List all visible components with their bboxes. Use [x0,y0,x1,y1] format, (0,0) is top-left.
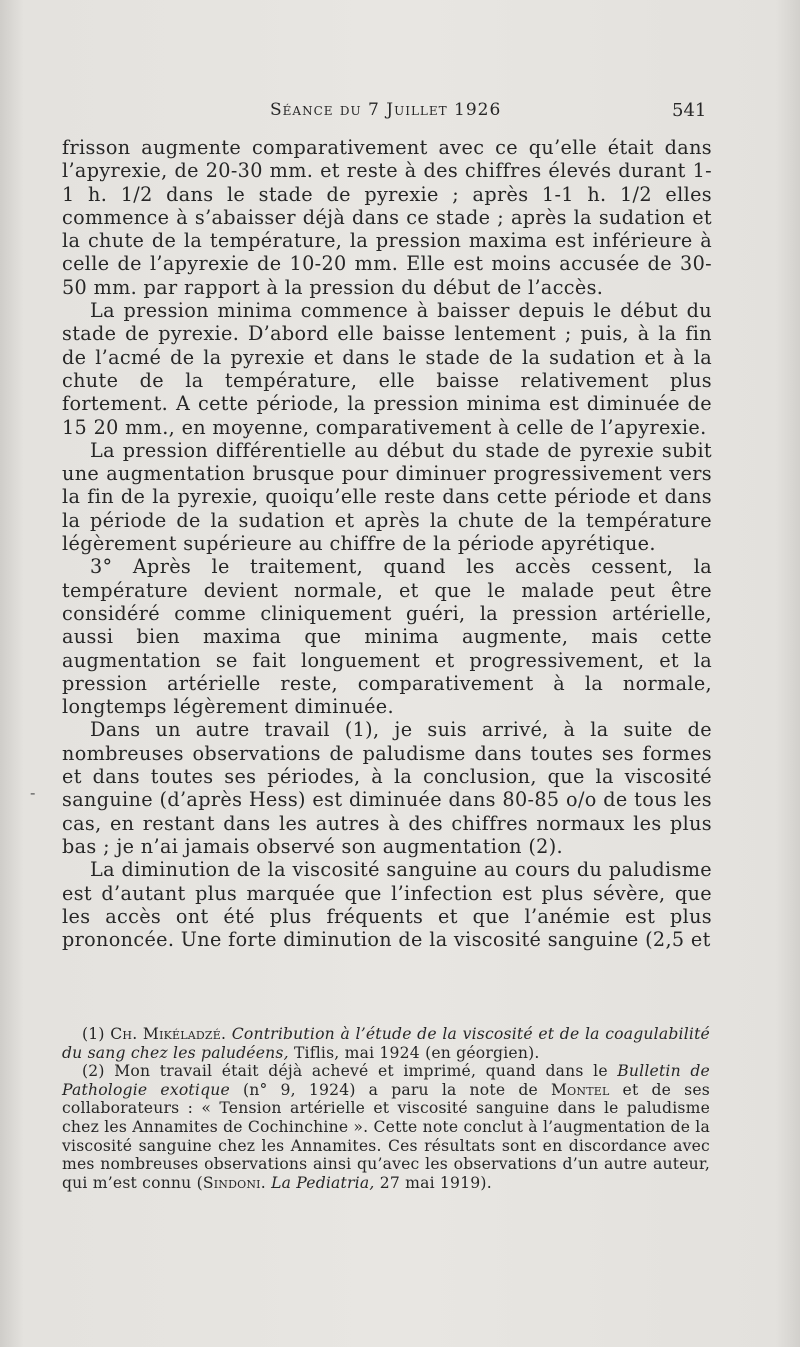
running-header [0,100,800,124]
paragraph-6: La diminution de la viscosité sanguine au cours du paludisme est d’autant plus marquée que l’infection est plus sévère, que les accès ont été plus fréquents et que l’anémie est plus prononcée. Une forte diminution de la viscosité sanguine (2,5 et [62,858,712,952]
page-number: 541 [672,100,707,121]
paragraph-2: La pression minima commence à baisser depuis le début du stade de pyrexie. D’abord elle baisse lentement ; puis, à la fin de l’acmé de la pyrexie et dans le stade de la sudation et à la chute de la température, elle baisse relativement plus fortement. A cette période, la pression minima est diminuée de 15 20 mm., en moyenne, comparativement à celle de l’apyrexie. [62,299,712,439]
footnote-2-part4: 27 mai 1919). [379,1173,492,1192]
body-text [62,136,712,951]
footnote-2-journal2: La Pediatria, [271,1173,375,1192]
paragraph-5: Dans un autre travail (1), je suis arrivé, à la suite de nombreuses observations de paludisme dans toutes ses formes et dans toutes ses périodes, à la conclusion, que la viscosité sanguine (d’après Hess) est diminuée dans 80-85 o/o de tous les cas, en restant dans les autres à des chiffres normaux les plus bas ; je n’ai jamais observé son augmentation (2). [62,718,712,858]
footnote-2-author2: Sindoni. [202,1173,266,1192]
paragraph-1: frisson augmente comparativement avec ce qu’elle était dans l’apyrexie, de 20-30 mm. et reste à des chiffres élevés durant 1-1 h. 1/2 dans le stade de pyrexie ; après 1-1 h. 1/2 elles commence à s’abaisser déjà dans ce stade ; après la sudation et la chute de la température, la pression maxima est inférieure à celle de l’apyrexie de 10-20 mm. Elle est moins accusée de 30-50 mm. par rapport à la pression du début de l’accès. [62,136,712,299]
margin-mark: - [30,783,36,802]
footnote-1-title: Contribution à l’étude de la viscosité et de la coagulabilité du sang chez les paludéens, [62,1025,710,1062]
footnote-1-marker: (1) [82,1025,105,1043]
footnote-2-part3: et de ses collaborateurs : « Tension artérielle et viscosité sanguine dans le paludisme chez les Annamites de Cochinchine ». Cette note conclut à l’augmentation de la viscosité sanguine chez les Annamites. Ces résultats sont en discordance avec mes nombreuses observations ainsi qu’avec les observations d’un autre auteur, qui m’est connu ( [62,1080,710,1192]
paragraph-4: 3° Après le traitement, quand les accès cessent, la température devient normale, et que le malade peut être considéré comme cliniquement guéri, la pression artérielle, aussi bien maxima que minima augmente, mais cette augmentation se fait longuement et progressivement, et la pression artérielle reste, comparativement à la normale, longtemps légèrement diminuée. [62,555,712,719]
footnote-2-part1: Mon travail était déjà achevé et imprimé, quand dans le [114,1062,608,1081]
footnote-2 [62,1062,710,1192]
footnote-2-part2: (n° 9, 1924) a paru la note de [242,1080,538,1099]
footnote-1 [62,1025,710,1062]
footnote-2-journal: Bulletin de Pathologie exotique [62,1062,710,1099]
footnote-2-author1: Montel [551,1080,610,1099]
header-title: Séance du 7 Juillet 1926 [270,100,502,120]
paragraph-3: La pression différentielle au début du stade de pyrexie subit une augmentation brusque pour diminuer progressivement vers la fin de la pyrexie, quoiqu’elle reste dans cette période et dans la période de la sudation et après la chute de la température légèrement supérieure au chiffre de la période apyrétique. [62,438,712,556]
footnote-1-author: Ch. Mikéladzé. [110,1025,227,1043]
footnote-2-marker: (2) [82,1062,105,1081]
footnotes [62,1025,710,1192]
footnote-1-rest: Tiflis, mai 1924 (en géorgien). [293,1043,540,1062]
